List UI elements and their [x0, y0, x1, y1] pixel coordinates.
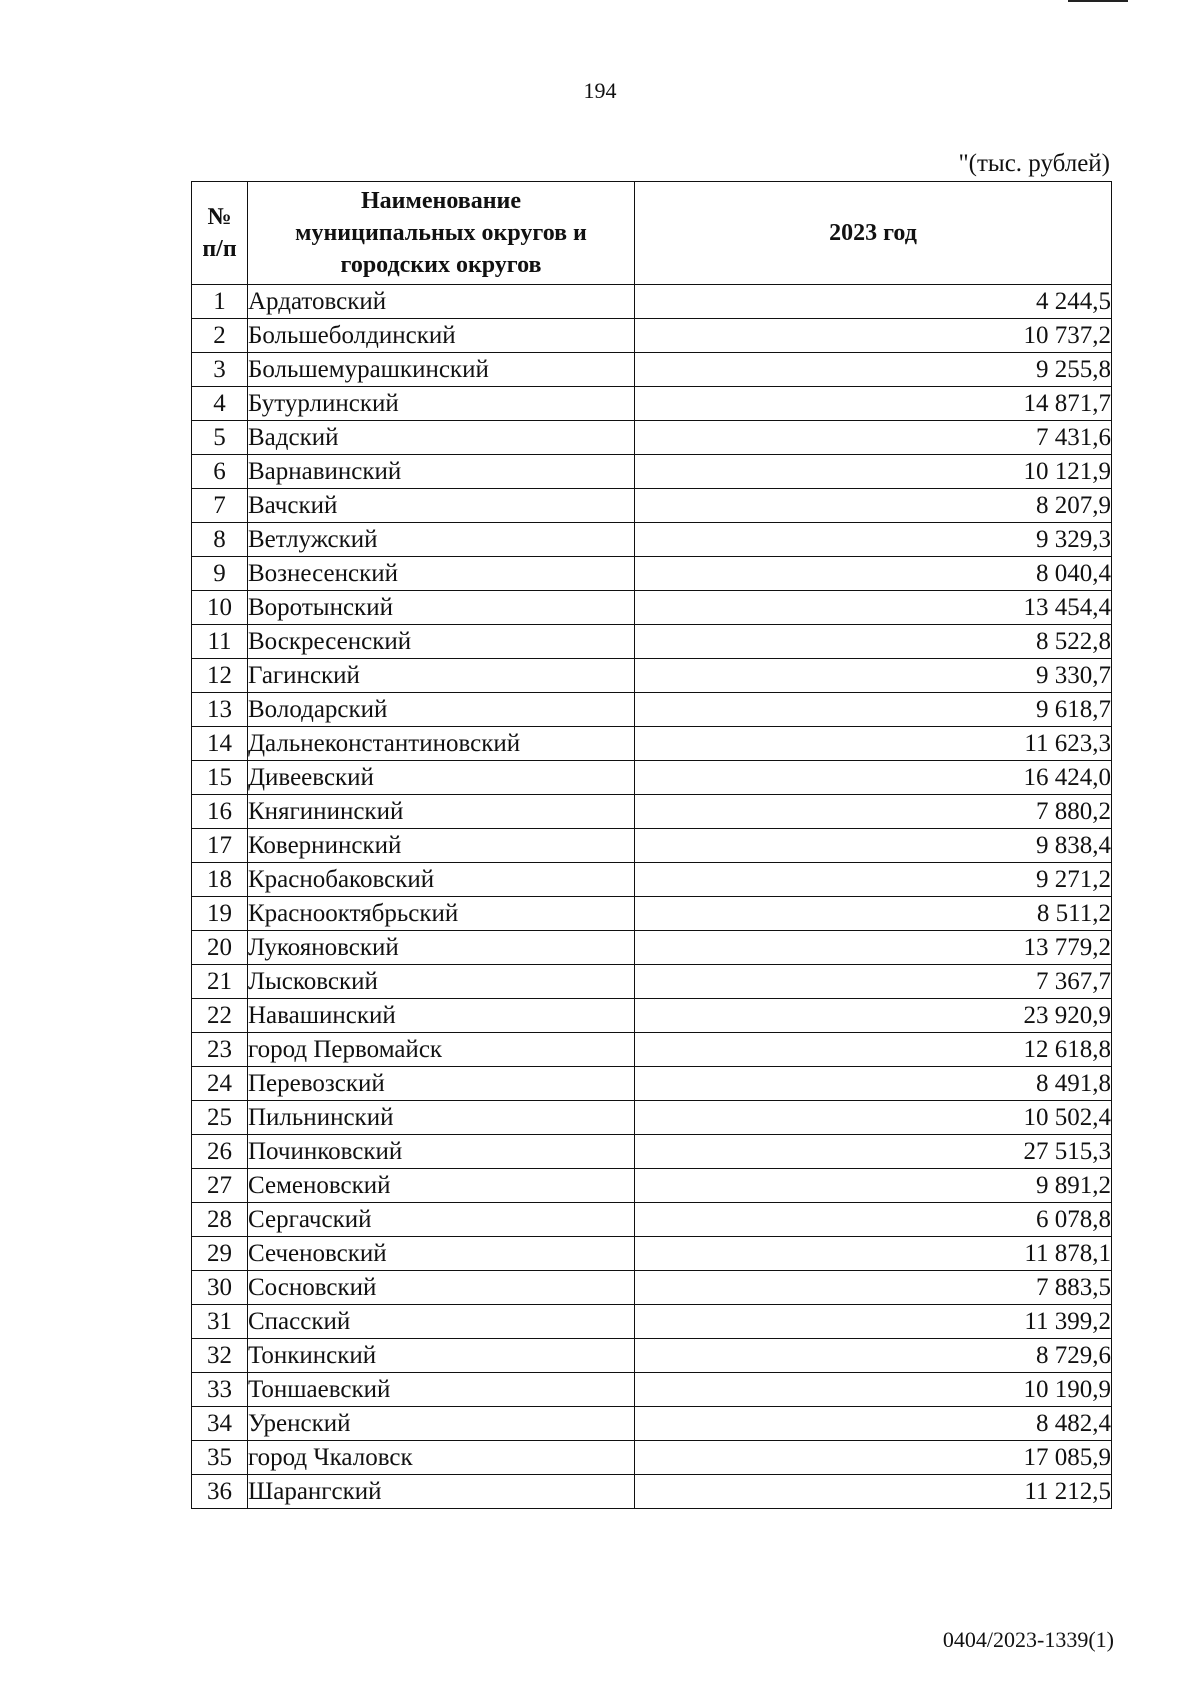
row-number: 13: [192, 693, 248, 727]
table-row: [192, 387, 1112, 421]
row-number: 26: [192, 1135, 248, 1169]
row-number: 5: [192, 421, 248, 455]
district-name: Вознесенский: [248, 557, 635, 591]
district-name: Бутурлинский: [248, 387, 635, 421]
amount-2023: 23 920,9: [635, 999, 1112, 1033]
row-number: 14: [192, 727, 248, 761]
table-row: [192, 489, 1112, 523]
amount-2023: 8 040,4: [635, 557, 1112, 591]
district-name: Починковский: [248, 1135, 635, 1169]
page-number: 194: [583, 78, 617, 103]
amount-2023: 9 271,2: [635, 863, 1112, 897]
district-name: Княгининский: [248, 795, 635, 829]
row-number: 22: [192, 999, 248, 1033]
amount-2023: 9 329,3: [635, 523, 1112, 557]
table-row: [192, 1033, 1112, 1067]
amount-2023: 11 399,2: [635, 1305, 1112, 1339]
district-name: Тонкинский: [248, 1339, 635, 1373]
row-number: 36: [192, 1475, 248, 1509]
table-row: [192, 795, 1112, 829]
row-number: 3: [192, 353, 248, 387]
district-name: Ветлужский: [248, 523, 635, 557]
amount-2023: 11 623,3: [635, 727, 1112, 761]
table-header-row: [192, 182, 1112, 285]
district-name: Тоншаевский: [248, 1373, 635, 1407]
district-name: Лукояновский: [248, 931, 635, 965]
row-number: 18: [192, 863, 248, 897]
district-name: Сеченовский: [248, 1237, 635, 1271]
amount-2023: 27 515,3: [635, 1135, 1112, 1169]
row-number: 19: [192, 897, 248, 931]
table-row: [192, 1101, 1112, 1135]
district-name: Лысковский: [248, 965, 635, 999]
row-number: 21: [192, 965, 248, 999]
row-number: 9: [192, 557, 248, 591]
row-number: 10: [192, 591, 248, 625]
district-name: Гагинский: [248, 659, 635, 693]
table-row: [192, 1441, 1112, 1475]
table-body: [192, 285, 1112, 1509]
district-name: Вачский: [248, 489, 635, 523]
amount-2023: 6 078,8: [635, 1203, 1112, 1237]
row-number: 1: [192, 285, 248, 319]
district-name: Семеновский: [248, 1169, 635, 1203]
amount-2023: 9 891,2: [635, 1169, 1112, 1203]
amount-2023: 8 729,6: [635, 1339, 1112, 1373]
row-number: 23: [192, 1033, 248, 1067]
row-number: 25: [192, 1101, 248, 1135]
amount-2023: 12 618,8: [635, 1033, 1112, 1067]
row-number: 6: [192, 455, 248, 489]
table-row: [192, 625, 1112, 659]
table-row: [192, 965, 1112, 999]
row-number: 24: [192, 1067, 248, 1101]
table-row: [192, 557, 1112, 591]
district-name: Перевозский: [248, 1067, 635, 1101]
district-name: Дивеевский: [248, 761, 635, 795]
district-name: Уренский: [248, 1407, 635, 1441]
table-row: [192, 727, 1112, 761]
row-number: 29: [192, 1237, 248, 1271]
budget-table: [191, 181, 1112, 1509]
table-row: [192, 353, 1112, 387]
row-number: 7: [192, 489, 248, 523]
table-row: [192, 1407, 1112, 1441]
district-name: Володарский: [248, 693, 635, 727]
row-number: 33: [192, 1373, 248, 1407]
header-name: Наименование муниципальных округов и городских округов: [248, 182, 635, 285]
document-code: 0404/2023-1339(1): [942, 1627, 1114, 1652]
table-row: [192, 863, 1112, 897]
amount-2023: 13 454,4: [635, 591, 1112, 625]
table-row: [192, 285, 1112, 319]
district-name: город Чкаловск: [248, 1441, 635, 1475]
amount-2023: 7 431,6: [635, 421, 1112, 455]
row-number: 11: [192, 625, 248, 659]
table-row: [192, 829, 1112, 863]
row-number: 27: [192, 1169, 248, 1203]
row-number: 20: [192, 931, 248, 965]
table-row: [192, 1373, 1112, 1407]
district-name: Ардатовский: [248, 285, 635, 319]
row-number: 17: [192, 829, 248, 863]
table-row: [192, 455, 1112, 489]
district-name: Воротынский: [248, 591, 635, 625]
table-row: [192, 1305, 1112, 1339]
table-row: [192, 1067, 1112, 1101]
table-row: [192, 1135, 1112, 1169]
table-row: [192, 761, 1112, 795]
district-name: Сергачский: [248, 1203, 635, 1237]
row-number: 12: [192, 659, 248, 693]
district-name: город Первомайск: [248, 1033, 635, 1067]
amount-2023: 8 482,4: [635, 1407, 1112, 1441]
table-row: [192, 523, 1112, 557]
amount-2023: 9 618,7: [635, 693, 1112, 727]
amount-2023: 10 502,4: [635, 1101, 1112, 1135]
header-year: 2023 год: [635, 182, 1112, 285]
table-row: [192, 659, 1112, 693]
row-number: 35: [192, 1441, 248, 1475]
amount-2023: 9 838,4: [635, 829, 1112, 863]
district-name: Ковернинский: [248, 829, 635, 863]
amount-2023: 13 779,2: [635, 931, 1112, 965]
district-name: Шарангский: [248, 1475, 635, 1509]
row-number: 2: [192, 319, 248, 353]
row-number: 4: [192, 387, 248, 421]
amount-2023: 11 212,5: [635, 1475, 1112, 1509]
district-name: Варнавинский: [248, 455, 635, 489]
district-name: Навашинский: [248, 999, 635, 1033]
row-number: 16: [192, 795, 248, 829]
amount-2023: 9 255,8: [635, 353, 1112, 387]
district-name: Большеболдинский: [248, 319, 635, 353]
table-row: [192, 319, 1112, 353]
table-row: [192, 591, 1112, 625]
district-name: Краснооктябрьский: [248, 897, 635, 931]
top-edge-line: [1068, 0, 1128, 2]
row-number: 32: [192, 1339, 248, 1373]
table-row: [192, 931, 1112, 965]
row-number: 34: [192, 1407, 248, 1441]
row-number: 31: [192, 1305, 248, 1339]
units-note: "(тыс. рублей): [958, 150, 1110, 177]
district-name: Дальнеконстантиновский: [248, 727, 635, 761]
amount-2023: 4 244,5: [635, 285, 1112, 319]
amount-2023: 14 871,7: [635, 387, 1112, 421]
row-number: 30: [192, 1271, 248, 1305]
table-row: [192, 1169, 1112, 1203]
amount-2023: 8 522,8: [635, 625, 1112, 659]
table-row: [192, 1203, 1112, 1237]
district-name: Сосновский: [248, 1271, 635, 1305]
district-name: Спасский: [248, 1305, 635, 1339]
table-row: [192, 1475, 1112, 1509]
table-row: [192, 999, 1112, 1033]
amount-2023: 10 190,9: [635, 1373, 1112, 1407]
amount-2023: 7 880,2: [635, 795, 1112, 829]
row-number: 15: [192, 761, 248, 795]
amount-2023: 7 367,7: [635, 965, 1112, 999]
district-name: Воскресенский: [248, 625, 635, 659]
amount-2023: 8 207,9: [635, 489, 1112, 523]
table-row: [192, 1271, 1112, 1305]
table-row: [192, 693, 1112, 727]
table-row: [192, 1237, 1112, 1271]
row-number: 8: [192, 523, 248, 557]
amount-2023: 11 878,1: [635, 1237, 1112, 1271]
header-num: № п/п: [192, 182, 248, 285]
row-number: 28: [192, 1203, 248, 1237]
amount-2023: 8 511,2: [635, 897, 1112, 931]
amount-2023: 9 330,7: [635, 659, 1112, 693]
amount-2023: 7 883,5: [635, 1271, 1112, 1305]
amount-2023: 17 085,9: [635, 1441, 1112, 1475]
amount-2023: 10 121,9: [635, 455, 1112, 489]
table-row: [192, 421, 1112, 455]
amount-2023: 16 424,0: [635, 761, 1112, 795]
table-row: [192, 1339, 1112, 1373]
table-row: [192, 897, 1112, 931]
amount-2023: 10 737,2: [635, 319, 1112, 353]
district-name: Большемурашкинский: [248, 353, 635, 387]
district-name: Вадский: [248, 421, 635, 455]
district-name: Пильнинский: [248, 1101, 635, 1135]
district-name: Краснобаковский: [248, 863, 635, 897]
amount-2023: 8 491,8: [635, 1067, 1112, 1101]
